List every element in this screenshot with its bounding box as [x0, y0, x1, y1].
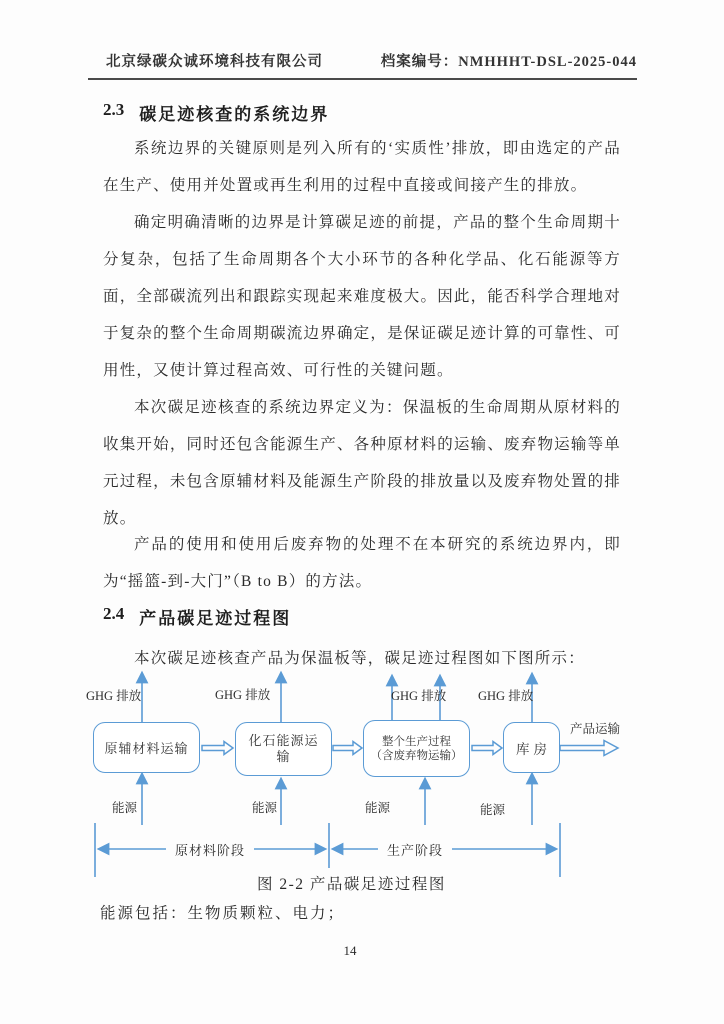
- section-heading-2-3: [103, 100, 329, 125]
- process-box-label-line1: 整个生产过程: [382, 735, 451, 748]
- process-box-label-line2: 输: [276, 749, 291, 764]
- energy-note: 能源包括：生物质颗粒、电力；: [100, 905, 346, 922]
- paragraph-2: 确定明确清晰的边界是计算碳足迹的前提，产品的整个生命周期十分复杂，包括了生命周期各个大小环节的各种化学品、化石能源等方面，全部碳流列出和跟踪实现起来难度极大。因此，能否科学合理地对于复杂的整个生命周期碳流边界确定，是保证碳足迹计算的可靠性、可用性，又使计算过程高效、可行性的关键问题。: [103, 214, 621, 379]
- energy-label-1: 能源: [112, 801, 138, 815]
- diagram-intro: 本次碳足迹核查产品为保温板等，碳足迹过程图如下图所示：: [134, 650, 585, 667]
- stage-label-production: 生产阶段: [378, 840, 452, 859]
- paragraph-3: 本次碳足迹核查的系统边界定义为：保温板的生命周期从原材料的收集开始，同时还包含能源生产、各种原材料的运输、废弃物运输等单元过程，未包含原辅材料及能源生产阶段的排放量以及废弃物处置的排放。: [103, 399, 621, 527]
- energy-label-2: 能源: [252, 801, 278, 815]
- ghg-emission-label-4: GHG 排放: [478, 689, 534, 703]
- section-title: 产品碳足迹过程图: [139, 609, 292, 628]
- process-box-production-process: [363, 720, 470, 777]
- stage-label-raw-material: 原材料阶段: [166, 840, 254, 859]
- figure-caption: 图 2-2 产品碳足迹过程图: [257, 876, 446, 893]
- page-number: 14: [343, 943, 357, 958]
- ghg-emission-label-1: GHG 排放: [86, 689, 142, 703]
- archive-label: 档案编号：: [380, 54, 459, 70]
- process-box-label: 库房: [516, 741, 551, 757]
- process-box-label-line2: （含废弃物运输）: [370, 749, 463, 762]
- product-output-arrow: [560, 741, 618, 756]
- process-box-fossil-energy-transport: [235, 722, 332, 776]
- process-box-label-line1: 化石能源运: [248, 733, 319, 748]
- paragraph-1: 系统边界的关键原则是列入所有的‘实质性’排放，即由选定的产品在生产、使用并处置或再生利用的过程中直接或间接产生的排放。: [103, 140, 621, 194]
- section-number: 2.4: [103, 604, 125, 623]
- ghg-emission-label-3: GHG 排放: [391, 689, 447, 703]
- process-box-warehouse: [503, 722, 560, 773]
- energy-label-3: 能源: [365, 801, 391, 815]
- section-title: 碳足迹核查的系统边界: [139, 105, 330, 124]
- connector-arrow-1: [202, 742, 233, 755]
- section-number: 2.3: [103, 100, 125, 119]
- ghg-emission-label-2: GHG 排放: [215, 688, 271, 702]
- archive-number: [381, 50, 637, 71]
- archive-value: NMHHHT-DSL-2025-044: [458, 54, 637, 70]
- section-heading-2-4: [103, 604, 291, 629]
- connector-arrow-3: [472, 742, 502, 755]
- product-transport-label: 产品运输: [570, 722, 621, 736]
- paragraph-4: 产品的使用和使用后废弃物的处理不在本研究的系统边界内，即为“摇篮-到-大门”（B to B）的方法。: [103, 536, 621, 590]
- process-box-raw-material-transport: [93, 722, 200, 773]
- company-name: 北京绿碳众诚环境科技有限公司: [106, 54, 323, 70]
- energy-label-4: 能源: [480, 803, 506, 817]
- page-header: [88, 50, 637, 80]
- process-box-label: 原辅材料运输: [104, 741, 189, 756]
- connector-arrow-2: [333, 742, 362, 755]
- carbon-footprint-process-diagram: [0, 660, 724, 900]
